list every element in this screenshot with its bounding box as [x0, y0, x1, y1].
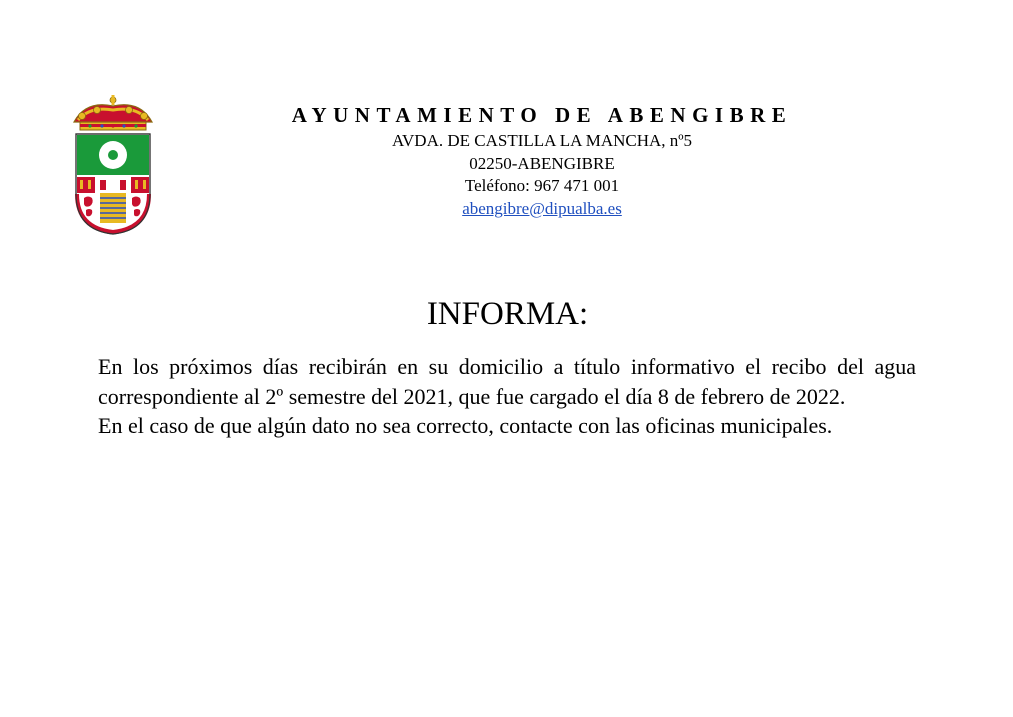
- notice-paragraph-2: En el caso de que algún dato no sea correcto, contacte con las oficinas municipales.: [98, 413, 833, 438]
- email-link[interactable]: abengibre@dipualba.es: [462, 198, 622, 218]
- notice-title-wrapper: [0, 294, 1013, 334]
- notice-paragraph-1: En los próximos días recibirán en su domicilio a título informativo el recibo del agua correspondiente al 2º semestre del 2021, que fue cargado el día 8 de febrero de 2022.: [98, 354, 916, 409]
- coat-of-arms-icon: [66, 94, 160, 236]
- notice-title: INFORMA:: [426, 296, 589, 332]
- crown-icon: [74, 95, 152, 130]
- address-line: AVDA. DE CASTILLA LA MANCHA, nº5: [391, 131, 693, 150]
- notice-body: [98, 352, 916, 441]
- phone-line: Teléfono: 967 471 001: [464, 176, 620, 195]
- letterhead: [250, 100, 834, 220]
- postal-line: 02250-ABENGIBRE: [469, 153, 615, 173]
- organization-name: AYUNTAMIENTO DE ABENGIBRE: [291, 103, 793, 127]
